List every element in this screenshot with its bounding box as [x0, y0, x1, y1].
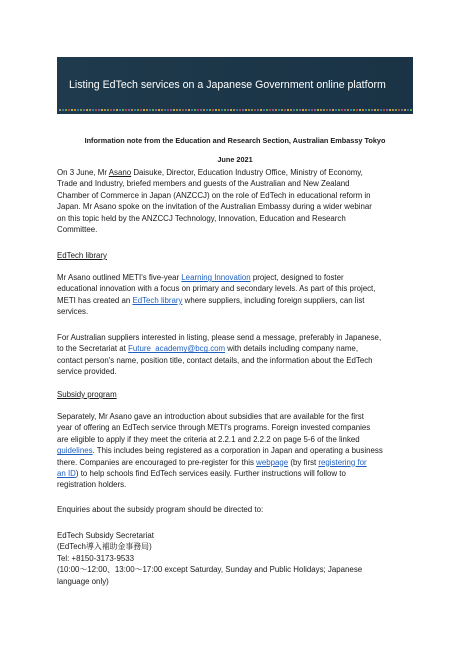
banner-title: Listing EdTech services on a Japanese Government online platform — [69, 79, 386, 91]
intro-paragraph — [57, 167, 417, 235]
banner-dot — [299, 109, 301, 111]
contact-name: EdTech Subsidy Secretariat — [57, 531, 154, 540]
banner-dot — [287, 109, 289, 111]
banner-dot — [59, 109, 61, 111]
date-heading: June 2021 — [217, 155, 253, 164]
banner-dot — [326, 109, 328, 111]
banner-dot — [380, 109, 382, 111]
banner-dot — [389, 109, 391, 111]
banner-dot — [242, 109, 244, 111]
banner-dot — [167, 109, 169, 111]
banner-dot — [101, 109, 103, 111]
banner-dot — [329, 109, 331, 111]
banner-dot — [143, 109, 145, 111]
banner-dot — [257, 109, 259, 111]
banner-dot — [227, 109, 229, 111]
banner-dot — [245, 109, 247, 111]
banner-dot — [335, 109, 337, 111]
banner-dot — [320, 109, 322, 111]
banner-dot — [158, 109, 160, 111]
contact-tel: Tel: +8150-3173-9533 — [57, 553, 134, 563]
banner-dot — [296, 109, 298, 111]
banner-dot — [314, 109, 316, 111]
banner-dot — [131, 109, 133, 111]
banner-dot — [356, 109, 358, 111]
banner-dot — [128, 109, 130, 111]
banner-dot — [182, 109, 184, 111]
banner-dot — [134, 109, 136, 111]
banner-dot — [233, 109, 235, 111]
banner-dot — [71, 109, 73, 111]
banner-dot — [371, 109, 373, 111]
banner-dot — [284, 109, 286, 111]
banner-dot — [164, 109, 166, 111]
intro-line: Trade and Industry, briefed members and guests of the Australian and New Zealand — [57, 179, 350, 189]
register-id-link[interactable]: registering for — [318, 457, 367, 467]
banner-dot — [140, 109, 142, 111]
banner-dot — [248, 109, 250, 111]
banner-dot — [197, 109, 199, 111]
banner-dot — [386, 109, 388, 111]
banner-dot — [218, 109, 220, 111]
banner-dot — [362, 109, 364, 111]
banner-dot — [95, 109, 97, 111]
edtech-library-paragraph: Mr Asano outlined METI's five-year Learning Innovation project, designed to foster educational innovation with a focus on primary and secondary levels. As part of this project, METI has created an EdTech library where suppliers, including foreign suppliers, can list services. — [57, 273, 376, 317]
banner-dot — [149, 109, 151, 111]
banner-dot — [368, 109, 370, 111]
banner-dot — [146, 109, 148, 111]
banner-dot — [89, 109, 91, 111]
banner-dot — [179, 109, 181, 111]
banner-dot — [260, 109, 262, 111]
edtech-library-link[interactable]: EdTech library — [132, 295, 183, 305]
banner-dot — [104, 109, 106, 111]
banner-dot — [173, 109, 175, 111]
banner-dot — [404, 109, 406, 111]
banner-dot — [377, 109, 379, 111]
banner-dot — [275, 109, 277, 111]
banner-dot — [365, 109, 367, 111]
banner-dot — [281, 109, 283, 111]
banner-dot — [374, 109, 376, 111]
banner-dot — [311, 109, 313, 111]
banner-dot — [80, 109, 82, 111]
banner-dot — [341, 109, 343, 111]
banner-dot — [170, 109, 172, 111]
banner-dot — [161, 109, 163, 111]
learning-innovation-link[interactable]: Learning Innovation — [181, 273, 251, 282]
banner-dot — [350, 109, 352, 111]
banner-dot — [62, 109, 64, 111]
banner-dot — [401, 109, 403, 111]
contact-jp-name: (EdTech導入補助金事務局) — [57, 542, 152, 552]
intro-line: Committee. — [57, 225, 98, 235]
guidelines-link[interactable]: guidelines — [57, 446, 93, 456]
banner-dot — [206, 109, 208, 111]
banner-dot — [290, 109, 292, 111]
contact-hours: language only) — [57, 576, 109, 586]
banner-dot — [119, 109, 121, 111]
banner-dot — [209, 109, 211, 111]
banner-dot — [410, 109, 412, 111]
banner-dot — [239, 109, 241, 111]
banner-dot — [392, 109, 394, 111]
banner-dot — [113, 109, 115, 111]
banner-dot — [272, 109, 274, 111]
subsidy-paragraph: Separately, Mr Asano gave an introduction about subsidies that are available for the first year of offering an EdTech service through METI's programs. Foreign invested companies are eligible to apply if they meet the criteria at 2.2.1 and 2.2.2 on page 5-6 of the linked guidelines. This includes being registered as a corporation in Japan and operating a business there. Companies are encouraged to pre-register for this webpage (by first registering for an ID) to help schools find EdTech services easily. Further instructions will follow to registration holders. — [57, 412, 383, 490]
banner-dot — [344, 109, 346, 111]
banner-dot — [224, 109, 226, 111]
banner-dot — [221, 109, 223, 111]
banner-dot — [77, 109, 79, 111]
subsidy-program-heading: Subsidy program — [57, 390, 117, 399]
banner-dot — [398, 109, 400, 111]
register-id-link-cont[interactable]: an ID — [57, 469, 76, 479]
banner-dot — [203, 109, 205, 111]
banner-dot — [200, 109, 202, 111]
banner-dot — [323, 109, 325, 111]
banner-dot — [305, 109, 307, 111]
banner-dot — [92, 109, 94, 111]
banner-dot — [152, 109, 154, 111]
banner-dot — [215, 109, 217, 111]
banner-dot — [383, 109, 385, 111]
banner-dot — [212, 109, 214, 111]
intro-line: Chamber of Commerce in Japan (ANZCCJ) on the role of EdTech in educational reform in — [57, 190, 371, 200]
banner-dot — [185, 109, 187, 111]
banner-dot — [194, 109, 196, 111]
banner-dot — [110, 109, 112, 111]
banner-dot — [338, 109, 340, 111]
banner-dot — [266, 109, 268, 111]
banner-dot — [176, 109, 178, 111]
banner-dot — [74, 109, 76, 111]
intro-line: on this topic held by the ANZCCJ Technology, Innovation, Education and Research — [57, 213, 346, 223]
banner-dot — [107, 109, 109, 111]
banner-dot — [359, 109, 361, 111]
banner-dot — [347, 109, 349, 111]
banner-dot — [407, 109, 409, 111]
contact-hours: (10:00～12:00、13:00～17:00 except Saturday, Sunday and Public Holidays; Japanese — [57, 565, 363, 575]
banner-dot — [302, 109, 304, 111]
intro-line: Japan. Mr Asano spoke on the invitation of the Australian Embassy during a wider webinar — [57, 202, 372, 212]
banner-dot — [68, 109, 70, 111]
banner-dot — [353, 109, 355, 111]
banner-dot — [278, 109, 280, 111]
banner-dot — [116, 109, 118, 111]
banner-dot — [83, 109, 85, 111]
banner-dot — [332, 109, 334, 111]
intro-line: On 3 June, Mr Asano Daisuke, Director, Education Industry Office, Ministry of Economy, — [57, 168, 363, 177]
banner-dot — [125, 109, 127, 111]
banner-dot — [155, 109, 157, 111]
decorative-dot-strip — [57, 107, 413, 113]
enquiries-text: Enquiries about the subsidy program should be directed to: — [57, 505, 264, 514]
banner-dot — [254, 109, 256, 111]
banner-dot — [65, 109, 67, 111]
banner-dot — [263, 109, 265, 111]
webpage-link[interactable]: webpage — [256, 457, 289, 467]
header-banner — [57, 57, 413, 114]
contact-block — [57, 530, 417, 587]
edtech-library-heading: EdTech library — [57, 251, 107, 260]
banner-dot — [269, 109, 271, 111]
banner-dot — [122, 109, 124, 111]
banner-dot — [251, 109, 253, 111]
secretariat-email-link[interactable]: Future_academy@bcg.com — [128, 344, 226, 354]
banner-dot — [230, 109, 232, 111]
banner-dot — [98, 109, 100, 111]
banner-dot — [308, 109, 310, 111]
info-note-heading: Information note from the Education and Research Section, Australian Embassy Tokyo — [84, 136, 386, 145]
listing-instructions-paragraph: For Australian suppliers interested in listing, please send a message, preferably in Japanese, to the Secretariat at Future_academy@bcg.com with details including company name, contact person's name, position title, contact details, and the information about the EdTech service provided. — [57, 333, 382, 377]
banner-dot — [191, 109, 193, 111]
banner-dot — [137, 109, 139, 111]
banner-dot — [188, 109, 190, 111]
banner-dot — [395, 109, 397, 111]
banner-dot — [86, 109, 88, 111]
banner-dot — [236, 109, 238, 111]
banner-dot — [293, 109, 295, 111]
banner-dot — [317, 109, 319, 111]
